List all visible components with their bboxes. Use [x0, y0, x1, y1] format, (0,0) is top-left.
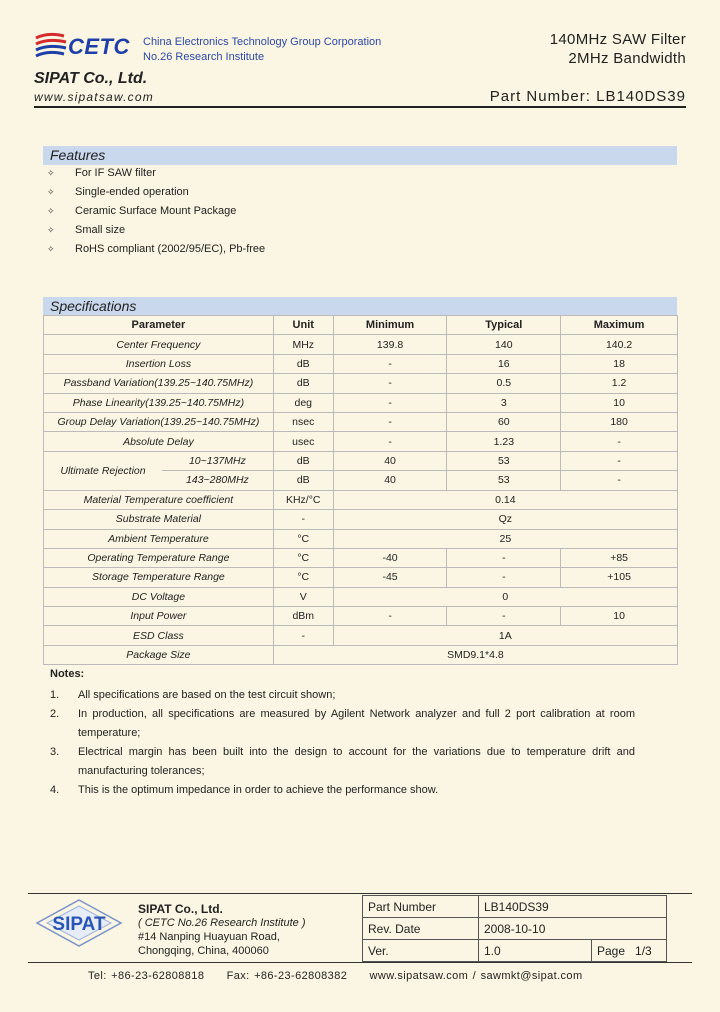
min-cell: 40	[333, 451, 447, 471]
max-cell: +105	[561, 568, 678, 587]
note-number: 2.	[50, 708, 60, 720]
org-line-1: China Electronics Technology Group Corporation	[143, 36, 382, 48]
feature-item	[47, 185, 265, 204]
max-cell: +85	[561, 548, 678, 567]
table-row	[44, 374, 678, 393]
cetc-logo-text: CETC	[68, 34, 130, 59]
table-row	[44, 354, 678, 373]
unit-cell: usec	[273, 432, 333, 451]
footer-bottom-rule	[28, 962, 692, 963]
rejection-range-2: 143~280MHz	[186, 473, 249, 486]
unit-cell: dBm	[273, 607, 333, 626]
note-text: Electrical margin has been built into the design to account for the variations due to temperature drift and manufacturing tolerances;	[78, 746, 635, 777]
version-value: 1.0	[479, 940, 592, 962]
table-row	[44, 335, 678, 354]
param-cell: Insertion Loss	[44, 354, 274, 373]
min-cell: -	[333, 374, 447, 393]
note-number: 3.	[50, 746, 60, 758]
typ-cell: -	[447, 568, 561, 587]
col-header-typical: Typical	[447, 316, 561, 335]
feature-item	[47, 223, 265, 242]
table-row	[44, 451, 678, 471]
max-cell: 180	[561, 412, 678, 431]
footer-address-1: #14 Nanping Huayuan Road,	[138, 931, 280, 943]
part-number-heading: Part Number: LB140DS39	[489, 88, 686, 105]
unit-cell: -	[273, 626, 333, 645]
sipat-logo-icon	[33, 898, 125, 948]
param-cell: ESD Class	[44, 626, 274, 645]
document-info-table	[362, 895, 667, 962]
note-item	[50, 781, 635, 800]
rev-date-label: Rev. Date	[363, 918, 479, 940]
page-value: 1/3	[635, 943, 652, 958]
param-cell: Absolute Delay	[44, 432, 274, 451]
max-cell: 10	[561, 607, 678, 626]
param-cell: Operating Temperature Range	[44, 548, 274, 567]
specifications-table	[43, 315, 678, 665]
bullet-icon: ✧	[47, 187, 55, 197]
unit-cell: -	[273, 510, 333, 529]
typ-cell: 140	[447, 335, 561, 354]
feature-text: For IF SAW filter	[75, 167, 156, 179]
unit-cell: °C	[273, 529, 333, 548]
features-list	[47, 166, 265, 261]
table-row	[363, 940, 667, 962]
min-cell: -45	[333, 568, 447, 587]
param-cell: Group Delay Variation(139.25~140.75MHz)	[44, 412, 274, 431]
unit-cell: °C	[273, 548, 333, 567]
footer-company-info	[138, 902, 306, 958]
header-divider	[34, 106, 686, 108]
title-line-1: 140MHz SAW Filter	[549, 31, 686, 48]
note-text: In production, all specifications are measured by Agilent Network analyzer and full 2 port calibration at room temperature;	[78, 708, 635, 739]
note-text: This is the optimum impedance in order to achieve the performance show.	[78, 784, 439, 796]
max-cell: -	[561, 451, 678, 471]
table-row	[44, 393, 678, 412]
typ-cell: 1.23	[447, 432, 561, 451]
notes-section	[50, 668, 635, 800]
typ-cell: 3	[447, 393, 561, 412]
table-row	[44, 529, 678, 548]
max-cell: -	[561, 471, 678, 491]
footer-company-name: SIPAT Co., Ltd.	[138, 902, 223, 916]
company-name: SIPAT Co., Ltd.	[34, 70, 148, 87]
footer-institute: ( CETC No.26 Research Institute )	[138, 917, 306, 929]
table-row	[44, 510, 678, 529]
org-name	[143, 35, 381, 65]
table-row	[44, 568, 678, 587]
min-cell: -40	[333, 548, 447, 567]
value-cell: 0	[333, 587, 677, 606]
rev-date-value: 2008-10-10	[479, 918, 667, 940]
col-header-unit: Unit	[273, 316, 333, 335]
note-text: All specifications are based on the test circuit shown;	[78, 689, 336, 701]
note-number: 4.	[50, 784, 60, 796]
typ-cell: 53	[447, 451, 561, 471]
sipat-logo-text: SIPAT	[52, 914, 106, 935]
typ-cell: 60	[447, 412, 561, 431]
org-line-2: No.26 Research Institute	[143, 51, 265, 63]
title-line-2: 2MHz Bandwidth	[568, 50, 686, 67]
param-cell: Input Power	[44, 607, 274, 626]
note-item	[50, 743, 635, 781]
typ-cell: 0.5	[447, 374, 561, 393]
col-header-minimum: Minimum	[333, 316, 447, 335]
max-cell: 140.2	[561, 335, 678, 354]
param-cell: Storage Temperature Range	[44, 568, 274, 587]
table-header-row	[44, 316, 678, 335]
typ-cell: 16	[447, 354, 561, 373]
max-cell: 18	[561, 354, 678, 373]
max-cell: -	[561, 432, 678, 451]
footer-address-2: Chongqing, China, 400060	[138, 945, 269, 957]
param-cell: Phase Linearity(139.25~140.75MHz)	[44, 393, 274, 412]
bullet-icon: ✧	[47, 168, 55, 178]
footer-top-rule	[28, 893, 692, 894]
part-number-label: Part Number	[363, 896, 479, 918]
unit-cell: V	[273, 587, 333, 606]
feature-text: RoHS compliant (2002/95/EC), Pb-free	[75, 243, 266, 255]
min-cell: -	[333, 393, 447, 412]
document-title	[550, 30, 686, 68]
ultimate-rejection-cell	[44, 451, 274, 490]
param-cell: Package Size	[44, 645, 274, 664]
unit-cell: deg	[273, 393, 333, 412]
min-cell: -	[333, 432, 447, 451]
specifications-heading: Specifications	[43, 297, 677, 316]
param-cell: Passband Variation(139.25~140.75MHz)	[44, 374, 274, 393]
min-cell: -	[333, 412, 447, 431]
table-row	[363, 918, 667, 940]
col-header-maximum: Maximum	[561, 316, 678, 335]
typ-cell: 53	[447, 471, 561, 491]
unit-cell: KHz/°C	[273, 490, 333, 509]
unit-cell: dB	[273, 354, 333, 373]
ultimate-rejection-label: Ultimate Rejection	[60, 464, 146, 477]
min-cell: -	[333, 607, 447, 626]
unit-cell: dB	[273, 374, 333, 393]
company-website: www.sipatsaw.com	[34, 90, 154, 104]
footer-contact: Tel: +86-23-62808818 Fax: +86-23-62808382 www.sipatsaw.com / sawmkt@sipat.com	[88, 970, 583, 982]
table-row	[363, 896, 667, 918]
typ-cell: -	[447, 607, 561, 626]
unit-cell: dB	[273, 471, 333, 491]
param-cell: Substrate Material	[44, 510, 274, 529]
bullet-icon: ✧	[47, 206, 55, 216]
value-cell: 25	[333, 529, 677, 548]
table-row	[44, 626, 678, 645]
max-cell: 10	[561, 393, 678, 412]
features-heading: Features	[43, 146, 677, 165]
value-cell: Qz	[333, 510, 677, 529]
note-item	[50, 705, 635, 743]
typ-cell: -	[447, 548, 561, 567]
table-row	[44, 607, 678, 626]
min-cell: 139.8	[333, 335, 447, 354]
notes-title: Notes:	[50, 668, 85, 680]
table-row	[44, 432, 678, 451]
part-number-value: LB140DS39	[479, 896, 667, 918]
param-cell: Ambient Temperature	[44, 529, 274, 548]
col-header-parameter: Parameter	[44, 316, 274, 335]
value-cell: 1A	[333, 626, 677, 645]
table-row	[44, 548, 678, 567]
value-cell: SMD9.1*4.8	[273, 645, 677, 664]
table-row	[44, 645, 678, 664]
unit-cell: MHz	[273, 335, 333, 354]
version-label: Ver.	[363, 940, 479, 962]
feature-item	[47, 166, 265, 185]
feature-text: Single-ended operation	[75, 186, 189, 198]
feature-item	[47, 204, 265, 223]
unit-cell: dB	[273, 451, 333, 471]
unit-cell: nsec	[273, 412, 333, 431]
param-cell: Center Frequency	[44, 335, 274, 354]
min-cell: -	[333, 354, 447, 373]
page-label: Page	[597, 943, 626, 958]
feature-text: Ceramic Surface Mount Package	[75, 205, 237, 217]
unit-cell: °C	[273, 568, 333, 587]
table-row	[44, 490, 678, 509]
min-cell: 40	[333, 471, 447, 491]
param-cell: Material Temperature coefficient	[44, 490, 274, 509]
rejection-range-1: 10~137MHz	[162, 452, 273, 471]
table-row	[44, 412, 678, 431]
bullet-icon: ✧	[47, 225, 55, 235]
note-number: 1.	[50, 689, 60, 701]
feature-text: Small size	[75, 224, 126, 236]
sipat-logo	[33, 898, 125, 948]
feature-item	[47, 242, 265, 261]
bullet-icon: ✧	[47, 244, 55, 254]
param-cell: DC Voltage	[44, 587, 274, 606]
value-cell: 0.14	[333, 490, 677, 509]
cetc-logo	[34, 30, 130, 62]
note-item	[50, 686, 635, 705]
max-cell: 1.2	[561, 374, 678, 393]
table-row	[44, 587, 678, 606]
page-cell	[592, 940, 667, 962]
